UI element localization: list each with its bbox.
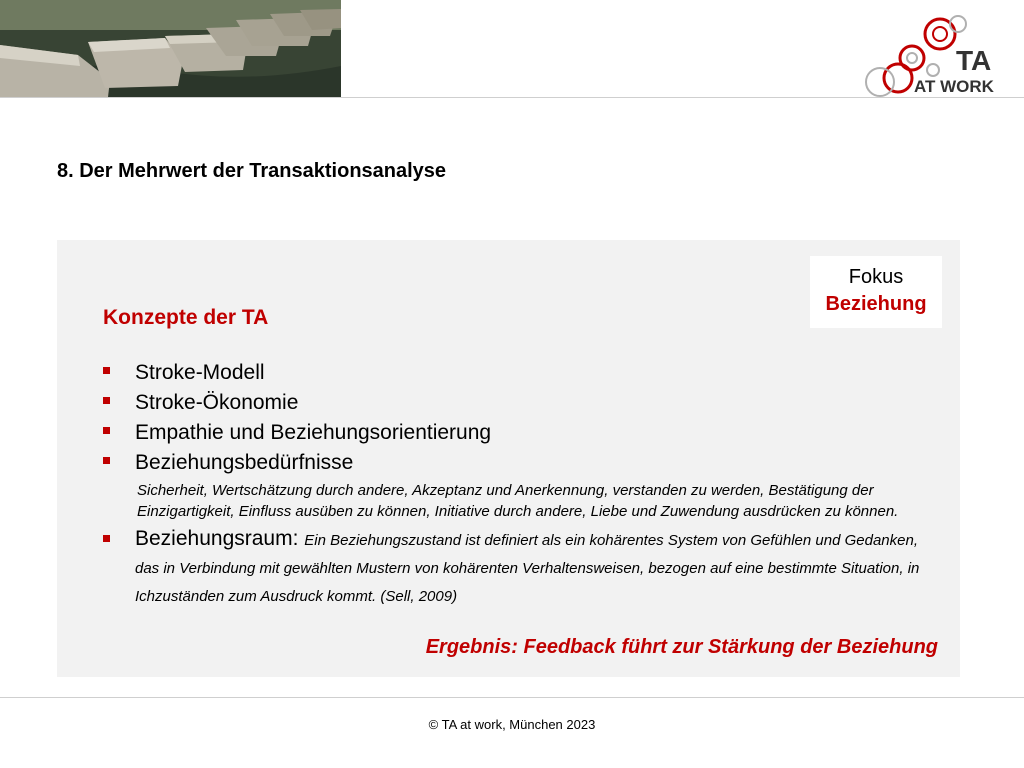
page-title: 8. Der Mehrwert der Transaktionsanalyse — [57, 160, 447, 182]
footer-copyright: © TA at work, München 2023 — [428, 717, 596, 732]
list-item-detail: Ein Beziehungszustand ist definiert als ein kohärentes System von Gefühlen und Gedanken, das in Verbindung mit gewählten Mustern von kohärenten Verhaltensweisen, bezogen auf eine bestimmte Situation, in Ichzuständen zum Ausdruck kommt. (Sell, 2009) — [135, 532, 920, 605]
bullet-square-icon — [103, 535, 110, 542]
list-item — [103, 418, 943, 448]
list-item-text: Stroke-Modell — [135, 361, 265, 384]
bullet-square-icon — [103, 427, 110, 434]
list-item — [103, 448, 943, 478]
focus-value: Beziehung — [825, 293, 927, 315]
list-item-body — [135, 526, 935, 610]
concept-list — [103, 358, 943, 610]
list-item — [103, 388, 943, 418]
logo-ta-text: TA — [956, 45, 992, 76]
list-item-text: Beziehungsraum: — [135, 527, 299, 550]
list-item — [103, 526, 943, 610]
header-divider — [0, 97, 1024, 98]
list-item-detail: Sicherheit, Wertschätzung durch andere, Akzeptanz und Anerkennung, verstanden zu werden, Bestätigung der Einzigartigkeit, Einfluss ausüben zu können, Initiative durch andere, Liebe und Zuwendung ausdrücken zu können. — [137, 482, 899, 520]
bullet-square-icon — [103, 367, 110, 374]
logo-atwork-text: AT WORK — [914, 77, 994, 96]
ta-at-work-logo — [858, 12, 1008, 97]
focus-label: Fokus — [848, 266, 904, 288]
footer-divider — [0, 697, 1024, 698]
focus-box — [810, 256, 942, 328]
section-title: Konzepte der TA — [103, 306, 269, 329]
list-item — [103, 358, 943, 388]
list-item-text: Empathie und Beziehungsorientierung — [135, 421, 492, 444]
bullet-square-icon — [103, 457, 110, 464]
bullet-square-icon — [103, 397, 110, 404]
list-item-text: Beziehungsbedürfnisse — [135, 451, 354, 474]
result-statement: Ergebnis: Feedback führt zur Stärkung der Beziehung — [425, 636, 938, 658]
header-photo — [0, 0, 341, 97]
list-item-text: Stroke-Ökonomie — [135, 391, 299, 414]
